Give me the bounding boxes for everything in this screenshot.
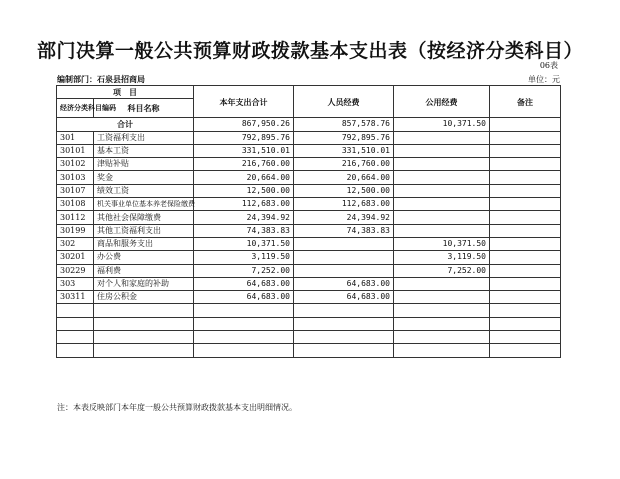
total-cell [194,304,294,317]
total-cell: 216,760.00 [194,158,294,171]
footnote: 注：本表反映部门本年度一般公共预算财政拨款基本支出明细情况。 [57,403,297,412]
subject-name-cell: 福利费 [94,264,194,277]
remark-cell [490,251,561,264]
public-cell [394,331,490,344]
econ-code-cell: 30199 [57,224,94,237]
table-row [57,317,561,330]
remark-cell [490,291,561,304]
econ-code-cell: 30229 [57,264,94,277]
table-row [57,144,561,157]
personnel-cell [294,264,394,277]
header-subject-name: 科目名称 [94,99,194,118]
remark-cell [490,264,561,277]
subject-name-cell: 住房公积金 [94,291,194,304]
total-cell: 112,683.00 [194,198,294,211]
subject-name-cell: 其他社会保障缴费 [94,211,194,224]
econ-code-cell: 30311 [57,291,94,304]
total-cell: 792,895.76 [194,131,294,144]
header-public: 公用经费 [394,86,490,118]
public-cell [394,317,490,330]
subject-name-cell [94,317,194,330]
personnel-cell [294,317,394,330]
remark-cell [490,224,561,237]
subject-name-cell [94,344,194,357]
table-row [57,277,561,290]
econ-code-cell: 30108 [57,198,94,211]
remark-cell [490,211,561,224]
public-cell [394,291,490,304]
personnel-cell: 64,683.00 [294,277,394,290]
unit-label: 单位：元 [528,75,560,84]
table-row [57,211,561,224]
public-cell [394,304,490,317]
public-cell [394,131,490,144]
public-cell [394,211,490,224]
remark-cell [490,171,561,184]
subject-name-cell: 对个人和家庭的补助 [94,277,194,290]
public-cell [394,344,490,357]
table-row [57,237,561,250]
personnel-cell: 331,510.01 [294,144,394,157]
public-cell [394,184,490,197]
personnel-cell: 216,760.00 [294,158,394,171]
header-project: 项 目 [57,86,194,99]
table-row [57,131,561,144]
personnel-cell: 64,683.00 [294,291,394,304]
remark-cell [490,304,561,317]
header-row-1 [57,86,561,99]
total-cell [194,344,294,357]
personnel-cell [294,344,394,357]
table-row [57,158,561,171]
public-cell: 10,371.50 [394,237,490,250]
sum-label: 合计 [57,118,194,131]
subject-name-cell: 津贴补贴 [94,158,194,171]
econ-code-cell: 303 [57,277,94,290]
econ-code-cell: 30101 [57,144,94,157]
total-cell: 64,683.00 [194,277,294,290]
personnel-cell: 24,394.92 [294,211,394,224]
remark-cell [490,344,561,357]
total-cell: 24,394.92 [194,211,294,224]
table-row [57,264,561,277]
table-row [57,198,561,211]
total-cell: 7,252.00 [194,264,294,277]
table-row [57,224,561,237]
remark-cell [490,131,561,144]
total-cell: 12,500.00 [194,184,294,197]
econ-code-cell: 30103 [57,171,94,184]
sum-row [57,118,561,131]
table-row [57,171,561,184]
public-cell [394,277,490,290]
econ-code-cell: 30107 [57,184,94,197]
total-cell: 20,664.00 [194,171,294,184]
econ-code-cell [57,304,94,317]
econ-code-cell [57,344,94,357]
remark-cell [490,277,561,290]
personnel-cell: 20,664.00 [294,171,394,184]
public-cell [394,198,490,211]
personnel-cell: 74,383.83 [294,224,394,237]
econ-code-cell: 302 [57,237,94,250]
total-cell [194,331,294,344]
personnel-cell: 112,683.00 [294,198,394,211]
sum-remark [490,118,561,131]
table-row [57,291,561,304]
econ-code-cell [57,331,94,344]
personnel-cell [294,251,394,264]
header-econ-code: 经济分类科目编码 [57,99,94,118]
subject-name-cell: 办公费 [94,251,194,264]
public-cell [394,144,490,157]
total-cell: 331,510.01 [194,144,294,157]
header-total: 本年支出合计 [194,86,294,118]
personnel-cell [294,237,394,250]
total-cell: 10,371.50 [194,237,294,250]
subject-name-cell [94,331,194,344]
subject-name-cell: 商品和服务支出 [94,237,194,250]
subject-name-cell: 基本工资 [94,144,194,157]
public-cell [394,171,490,184]
table-row [57,331,561,344]
table-code: 06表 [539,61,558,70]
public-cell [394,158,490,171]
personnel-cell: 12,500.00 [294,184,394,197]
personnel-cell [294,331,394,344]
sum-total: 867,950.26 [194,118,294,131]
subject-name-cell: 其他工资福利支出 [94,224,194,237]
table-body [57,86,561,358]
header-remark: 备注 [490,86,561,118]
total-cell [194,317,294,330]
remark-cell [490,317,561,330]
econ-code-cell: 30201 [57,251,94,264]
public-cell: 7,252.00 [394,264,490,277]
econ-code-cell: 30102 [57,158,94,171]
personnel-cell: 792,895.76 [294,131,394,144]
total-cell: 3,119.50 [194,251,294,264]
remark-cell [490,184,561,197]
econ-code-cell: 301 [57,131,94,144]
remark-cell [490,158,561,171]
sum-public: 10,371.50 [394,118,490,131]
department-label: 编制部门：石泉县招商局 [57,74,145,84]
sum-personnel: 857,578.76 [294,118,394,131]
table-row [57,304,561,317]
econ-code-cell [57,317,94,330]
expenditure-table [56,85,561,358]
remark-cell [490,144,561,157]
personnel-cell [294,304,394,317]
subject-name-cell: 奖金 [94,171,194,184]
remark-cell [490,198,561,211]
subject-name-cell: 绩效工资 [94,184,194,197]
public-cell: 3,119.50 [394,251,490,264]
table-row [57,344,561,357]
subject-name-cell: 机关事业单位基本养老保险缴费 [94,198,194,211]
total-cell: 64,683.00 [194,291,294,304]
page-title: 部门决算一般公共预算财政拨款基本支出表（按经济分类科目） [36,40,583,62]
public-cell [394,224,490,237]
table-row [57,184,561,197]
econ-code-cell: 30112 [57,211,94,224]
header-personnel: 人员经费 [294,86,394,118]
remark-cell [490,331,561,344]
total-cell: 74,383.83 [194,224,294,237]
remark-cell [490,237,561,250]
subject-name-cell [94,304,194,317]
table-row [57,251,561,264]
subject-name-cell: 工资福利支出 [94,131,194,144]
